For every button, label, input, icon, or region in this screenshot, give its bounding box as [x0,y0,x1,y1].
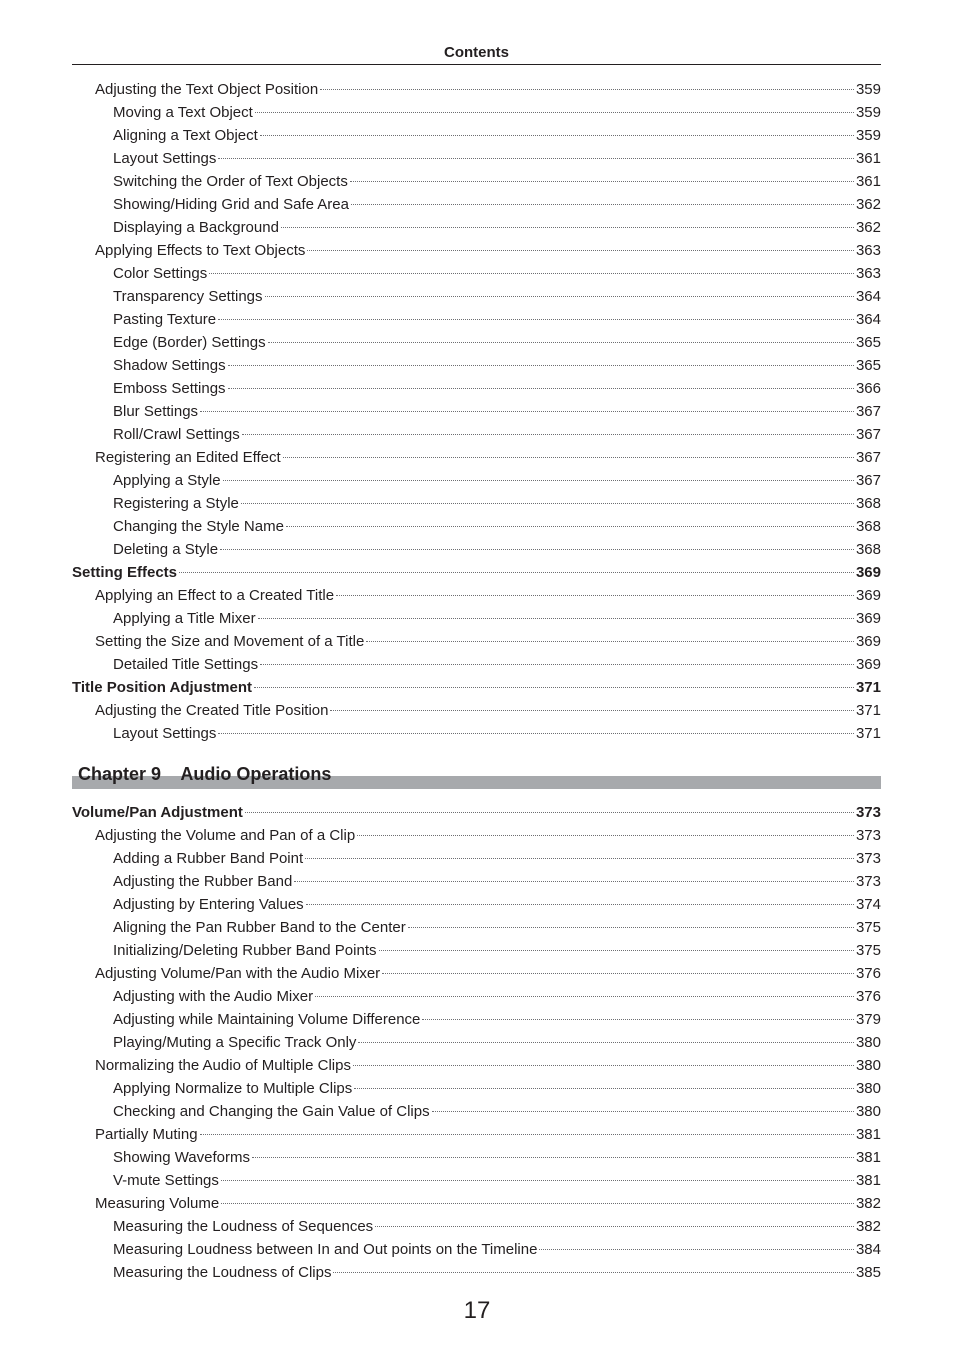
toc-entry-title: Deleting a Style [113,541,219,558]
toc-entry[interactable] [72,147,881,170]
dot-leader [330,710,854,711]
toc-entry[interactable] [72,607,881,630]
toc-entry-page: 362 [855,219,881,236]
toc-entry[interactable] [72,1008,881,1031]
toc-entry-title: Adjusting Volume/Pan with the Audio Mixer [95,965,381,982]
toc-entry-page: 375 [855,919,881,936]
dot-leader [408,927,854,928]
toc-entry-title: Measuring Loudness between In and Out points on the Timeline [113,1241,538,1258]
dot-leader [358,1042,854,1043]
toc-entry-title: Changing the Style Name [113,518,284,535]
toc-entry[interactable] [72,893,881,916]
toc-entry[interactable] [72,469,881,492]
dot-leader [218,733,854,734]
toc-entry[interactable] [72,331,881,354]
toc-entry-page: 368 [855,495,881,512]
toc-entry[interactable] [72,1054,881,1077]
toc-entry[interactable] [72,676,881,699]
toc-entry-page: 363 [855,242,881,259]
toc-entry-title: Adjusting the Volume and Pan of a Clip [95,827,356,844]
toc-entry-title: Initializing/Deleting Rubber Band Points [113,942,377,959]
toc-entry-title: Checking and Changing the Gain Value of Clips [113,1103,430,1120]
dot-leader [241,503,854,504]
toc-entry[interactable] [72,101,881,124]
toc-entry[interactable] [72,1238,881,1261]
toc-entry-page: 376 [855,988,881,1005]
toc-entry[interactable] [72,1031,881,1054]
toc-entry-title: Adjusting with the Audio Mixer [113,988,314,1005]
toc-entry-page: 380 [855,1034,881,1051]
dot-leader [260,664,854,665]
dot-leader [366,641,854,642]
dot-leader [305,858,854,859]
toc-entry-page: 363 [855,265,881,282]
toc-entry-page: 359 [855,127,881,144]
toc-entry-page: 385 [855,1264,881,1281]
header-divider [72,64,881,65]
toc-entry-page: 364 [855,288,881,305]
toc-entry[interactable] [72,124,881,147]
toc-entry-page: 367 [855,472,881,489]
toc-entry[interactable] [72,78,881,101]
toc-entry[interactable] [72,1123,881,1146]
dot-leader [220,549,854,550]
dot-leader [379,950,854,951]
dot-leader [281,227,854,228]
chapter-heading [72,762,881,790]
toc-entry-title: Adjusting by Entering Values [113,896,304,913]
dot-leader [258,618,854,619]
toc-entry-title: V-mute Settings [113,1172,219,1189]
toc-entry[interactable] [72,1261,881,1284]
toc-entry-title: Setting Effects [72,564,178,581]
toc-entry-title: Adjusting the Created Title Position [95,702,329,719]
toc-entry[interactable] [72,801,881,824]
toc-entry[interactable] [72,1215,881,1238]
toc-entry[interactable] [72,962,881,985]
toc-entry[interactable] [72,916,881,939]
dot-leader [221,1203,854,1204]
toc-entry[interactable] [72,492,881,515]
toc-entry-page: 361 [855,150,881,167]
dot-leader [218,319,854,320]
toc-entry[interactable] [72,722,881,745]
dot-leader [228,388,854,389]
toc-entry-title: Displaying a Background [113,219,279,236]
toc-entry-title: Applying a Title Mixer [113,610,256,627]
toc-entry[interactable] [72,653,881,676]
dot-leader [333,1272,854,1273]
toc-entry[interactable] [72,354,881,377]
toc-entry[interactable] [72,1169,881,1192]
toc-entry-title: Volume/Pan Adjustment [72,804,243,821]
toc-entry-title: Normalizing the Audio of Multiple Clips [95,1057,351,1074]
toc-entry-page: 380 [855,1080,881,1097]
toc-entry-title: Roll/Crawl Settings [113,426,240,443]
toc-entry[interactable] [72,847,881,870]
page-header-title: Contents [444,44,509,61]
toc-entry-page: 367 [855,403,881,420]
toc-entry[interactable] [72,699,881,722]
dot-leader [357,835,854,836]
dot-leader [260,135,854,136]
toc-entry[interactable] [72,1077,881,1100]
toc-entry-page: 373 [855,804,881,821]
toc-entry-title: Adding a Rubber Band Point [113,850,304,867]
dot-leader [306,904,854,905]
toc-entry-title: Title Position Adjustment [72,679,253,696]
toc-entry-title: Switching the Order of Text Objects [113,173,348,190]
dot-leader [268,342,854,343]
toc-entry-page: 382 [855,1218,881,1235]
toc-section-titles [72,78,881,745]
toc-entry-page: 365 [855,334,881,351]
toc-entry-page: 369 [855,633,881,650]
toc-entry[interactable] [72,170,881,193]
toc-entry[interactable] [72,939,881,962]
dot-leader [351,204,854,205]
toc-entry-page: 373 [855,873,881,890]
toc-entry-title: Playing/Muting a Specific Track Only [113,1034,357,1051]
toc-entry-page: 366 [855,380,881,397]
toc-entry[interactable] [72,239,881,262]
dot-leader [382,973,854,974]
toc-entry-page: 371 [855,679,881,696]
toc-entry-page: 369 [855,564,881,581]
dot-leader [254,687,854,688]
chapter-title[interactable]: Chapter 9 Audio Operations [78,764,332,784]
dot-leader [336,595,854,596]
toc-entry-title: Edge (Border) Settings [113,334,266,351]
toc-entry-page: 369 [855,587,881,604]
dot-leader [354,1088,854,1089]
toc-entry-page: 369 [855,656,881,673]
dot-leader [315,996,854,997]
dot-leader [209,273,854,274]
toc-entry[interactable] [72,538,881,561]
toc-entry-title: Measuring Volume [95,1195,220,1212]
toc-entry[interactable] [72,561,881,584]
toc-entry-title: Registering an Edited Effect [95,449,281,466]
toc-entry-page: 381 [855,1172,881,1189]
toc-entry-page: 373 [855,827,881,844]
toc-entry-title: Color Settings [113,265,208,282]
dot-leader [200,411,854,412]
dot-leader [375,1226,854,1227]
toc-entry-page: 379 [855,1011,881,1028]
toc-entry[interactable] [72,423,881,446]
toc-entry[interactable] [72,1100,881,1123]
dot-leader [228,365,854,366]
dot-leader [221,1180,854,1181]
toc-entry[interactable] [72,262,881,285]
toc-entry-title: Detailed Title Settings [113,656,259,673]
toc-entry-page: 362 [855,196,881,213]
toc-entry-title: Pasting Texture [113,311,217,328]
dot-leader [432,1111,854,1112]
toc-entry-title: Setting the Size and Movement of a Title [95,633,365,650]
toc-entry-title: Applying Normalize to Multiple Clips [113,1080,353,1097]
toc-entry-title: Aligning a Text Object [113,127,258,144]
toc-entry-page: 376 [855,965,881,982]
toc-entry-page: 359 [855,81,881,98]
toc-section-audio [72,801,881,1284]
toc-entry-title: Showing Waveforms [113,1149,250,1166]
toc-entry-title: Blur Settings [113,403,199,420]
toc-entry-page: 373 [855,850,881,867]
toc-entry-title: Adjusting the Rubber Band [113,873,293,890]
toc-entry-page: 371 [855,702,881,719]
toc-entry-page: 368 [855,541,881,558]
toc-entry-title: Shadow Settings [113,357,226,374]
toc-entry-title: Measuring the Loudness of Clips [113,1264,332,1281]
dot-leader [539,1249,854,1250]
toc-entry[interactable] [72,515,881,538]
toc-entry-page: 375 [855,942,881,959]
dot-leader [350,181,854,182]
dot-leader [242,434,854,435]
dot-leader [265,296,854,297]
dot-leader [422,1019,854,1020]
toc-entry-title: Measuring the Loudness of Sequences [113,1218,374,1235]
toc-entry-title: Applying an Effect to a Created Title [95,587,335,604]
toc-entry-page: 381 [855,1149,881,1166]
page-number: 17 [463,1297,491,1324]
toc-entry-page: 359 [855,104,881,121]
toc-entry-page: 369 [855,610,881,627]
toc-entry[interactable] [72,193,881,216]
toc-entry[interactable] [72,285,881,308]
toc-entry-page: 367 [855,449,881,466]
toc-entry[interactable] [72,985,881,1008]
toc-entry[interactable] [72,584,881,607]
dot-leader [286,526,854,527]
toc-entry-title: Aligning the Pan Rubber Band to the Center [113,919,406,936]
toc-entry[interactable] [72,446,881,469]
toc-entry-title: Applying a Style [113,472,221,489]
dot-leader [255,112,854,113]
toc-entry-title: Partially Muting [95,1126,198,1143]
toc-entry[interactable] [72,870,881,893]
toc-entry[interactable] [72,630,881,653]
dot-leader [353,1065,854,1066]
toc-entry-page: 368 [855,518,881,535]
dot-leader [223,480,854,481]
toc-entry-page: 374 [855,896,881,913]
toc-entry-title: Adjusting while Maintaining Volume Difference [113,1011,421,1028]
toc-entry[interactable] [72,824,881,847]
toc-entry[interactable] [72,1146,881,1169]
toc-entry-title: Applying Effects to Text Objects [95,242,306,259]
toc-entry-title: Showing/Hiding Grid and Safe Area [113,196,349,213]
toc-entry-page: 382 [855,1195,881,1212]
toc-entry-page: 364 [855,311,881,328]
toc-entry-page: 367 [855,426,881,443]
toc-entry[interactable] [72,308,881,331]
dot-leader [179,572,854,573]
toc-entry-page: 371 [855,725,881,742]
dot-leader [283,457,854,458]
toc-entry-title: Moving a Text Object [113,104,253,121]
toc-entry-title: Registering a Style [113,495,239,512]
dot-leader [218,158,854,159]
dot-leader [307,250,854,251]
toc-entry-title: Layout Settings [113,725,217,742]
toc-entry-page: 361 [855,173,881,190]
toc-entry[interactable] [72,216,881,239]
dot-leader [245,812,854,813]
toc-entry-page: 380 [855,1103,881,1120]
toc-entry-title: Transparency Settings [113,288,263,305]
toc-entry[interactable] [72,377,881,400]
toc-entry-page: 365 [855,357,881,374]
toc-entry[interactable] [72,400,881,423]
toc-entry-title: Emboss Settings [113,380,226,397]
toc-entry-title: Layout Settings [113,150,217,167]
toc-entry-page: 384 [855,1241,881,1258]
dot-leader [294,881,854,882]
toc-entry[interactable] [72,1192,881,1215]
toc-entry-page: 381 [855,1126,881,1143]
dot-leader [320,89,854,90]
dot-leader [252,1157,854,1158]
toc-entry-title: Adjusting the Text Object Position [95,81,319,98]
dot-leader [200,1134,854,1135]
toc-entry-page: 380 [855,1057,881,1074]
